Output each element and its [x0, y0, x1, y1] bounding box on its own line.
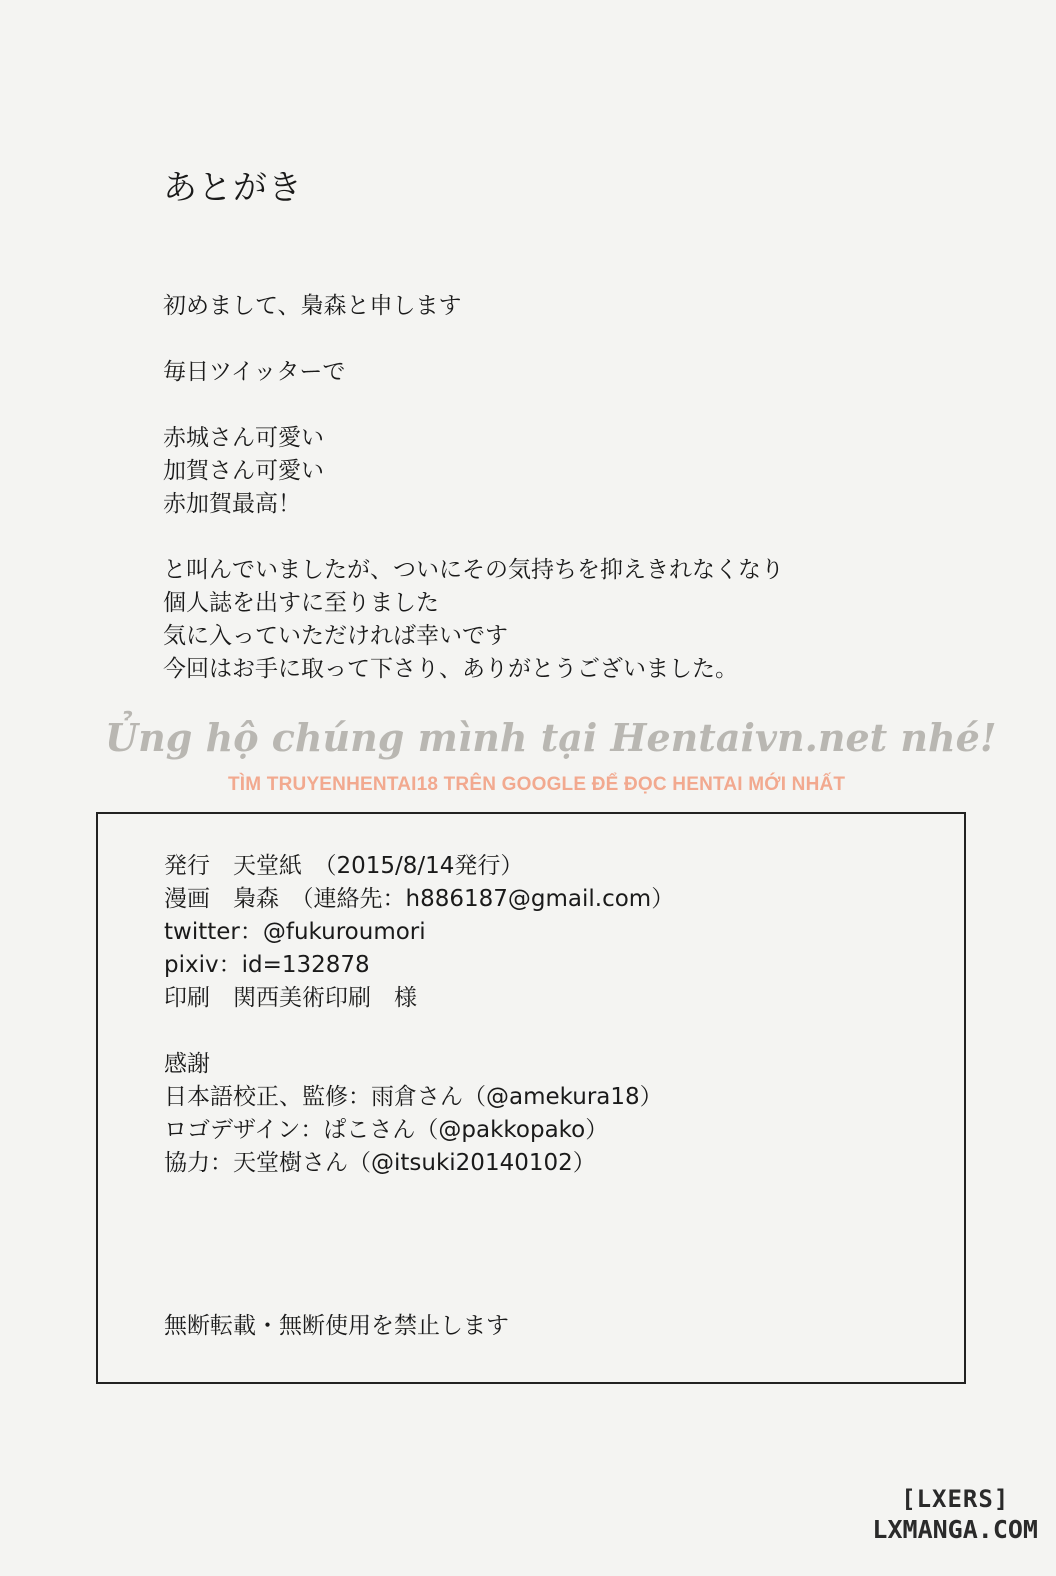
colophon-artist: 漫画 梟森 （連絡先：h886187@gmail.com） [164, 886, 675, 912]
watermark-sub-text: TÌM TRUYENHENTAI18 TRÊN GOOGLE ĐỂ ĐỌC HENTAI MỚI NHẤT [228, 774, 846, 795]
afterword-heading: あとがき [163, 168, 303, 208]
colophon-pixiv: pixiv：id=132878 [164, 952, 370, 978]
watermark-main-text: Ủng hộ chúng mình tại Hentaivn.net nhé! [105, 715, 997, 760]
afterword-line: と叫んでいましたが、ついにその気持ちを抑えきれなくなり [163, 557, 784, 583]
colophon-box [96, 812, 966, 1384]
blank-line [164, 1015, 674, 1048]
site-logo-top: [LXERS] [901, 1485, 1010, 1513]
colophon-publisher: 発行 天堂紙 （2015/8/14発行） [164, 853, 524, 879]
colophon-thanks-cooperation: 協力：天堂樹さん（@itsuki20140102） [164, 1150, 596, 1176]
afterword-line: 今回はお手に取って下さり、ありがとうございました。 [163, 656, 738, 682]
colophon-thanks-heading: 感謝 [164, 1051, 210, 1077]
site-logo-bottom: LXMANGA.COM [872, 1515, 1038, 1544]
afterword-body [163, 290, 784, 686]
colophon-printer: 印刷 関西美術印刷 様 [164, 985, 417, 1011]
afterword-line: 赤城さん可愛い [163, 425, 324, 451]
blank-line [163, 521, 784, 554]
afterword-line: 個人誌を出すに至りました [163, 590, 439, 616]
site-logo [872, 1484, 1038, 1546]
colophon-twitter: twitter：@fukuroumori [164, 919, 426, 945]
colophon-body [164, 850, 674, 1180]
colophon-thanks-proofreading: 日本語校正、監修：雨倉さん（@amekura18） [164, 1084, 663, 1110]
colophon-thanks-logo: ロゴデザイン：ぱこさん（@pakkopako） [164, 1117, 609, 1143]
blank-line [163, 323, 784, 356]
afterword-line: 気に入っていただければ幸いです [163, 623, 508, 649]
copyright-notice: 無断転載・無断使用を禁止します [164, 1313, 509, 1339]
afterword-line: 赤加賀最高！ [163, 491, 301, 517]
blank-line [163, 389, 784, 422]
afterword-line: 加賀さん可愛い [163, 458, 324, 484]
afterword-line: 初めまして、梟森と申します [163, 293, 462, 319]
afterword-line: 毎日ツイッターで [163, 359, 346, 385]
